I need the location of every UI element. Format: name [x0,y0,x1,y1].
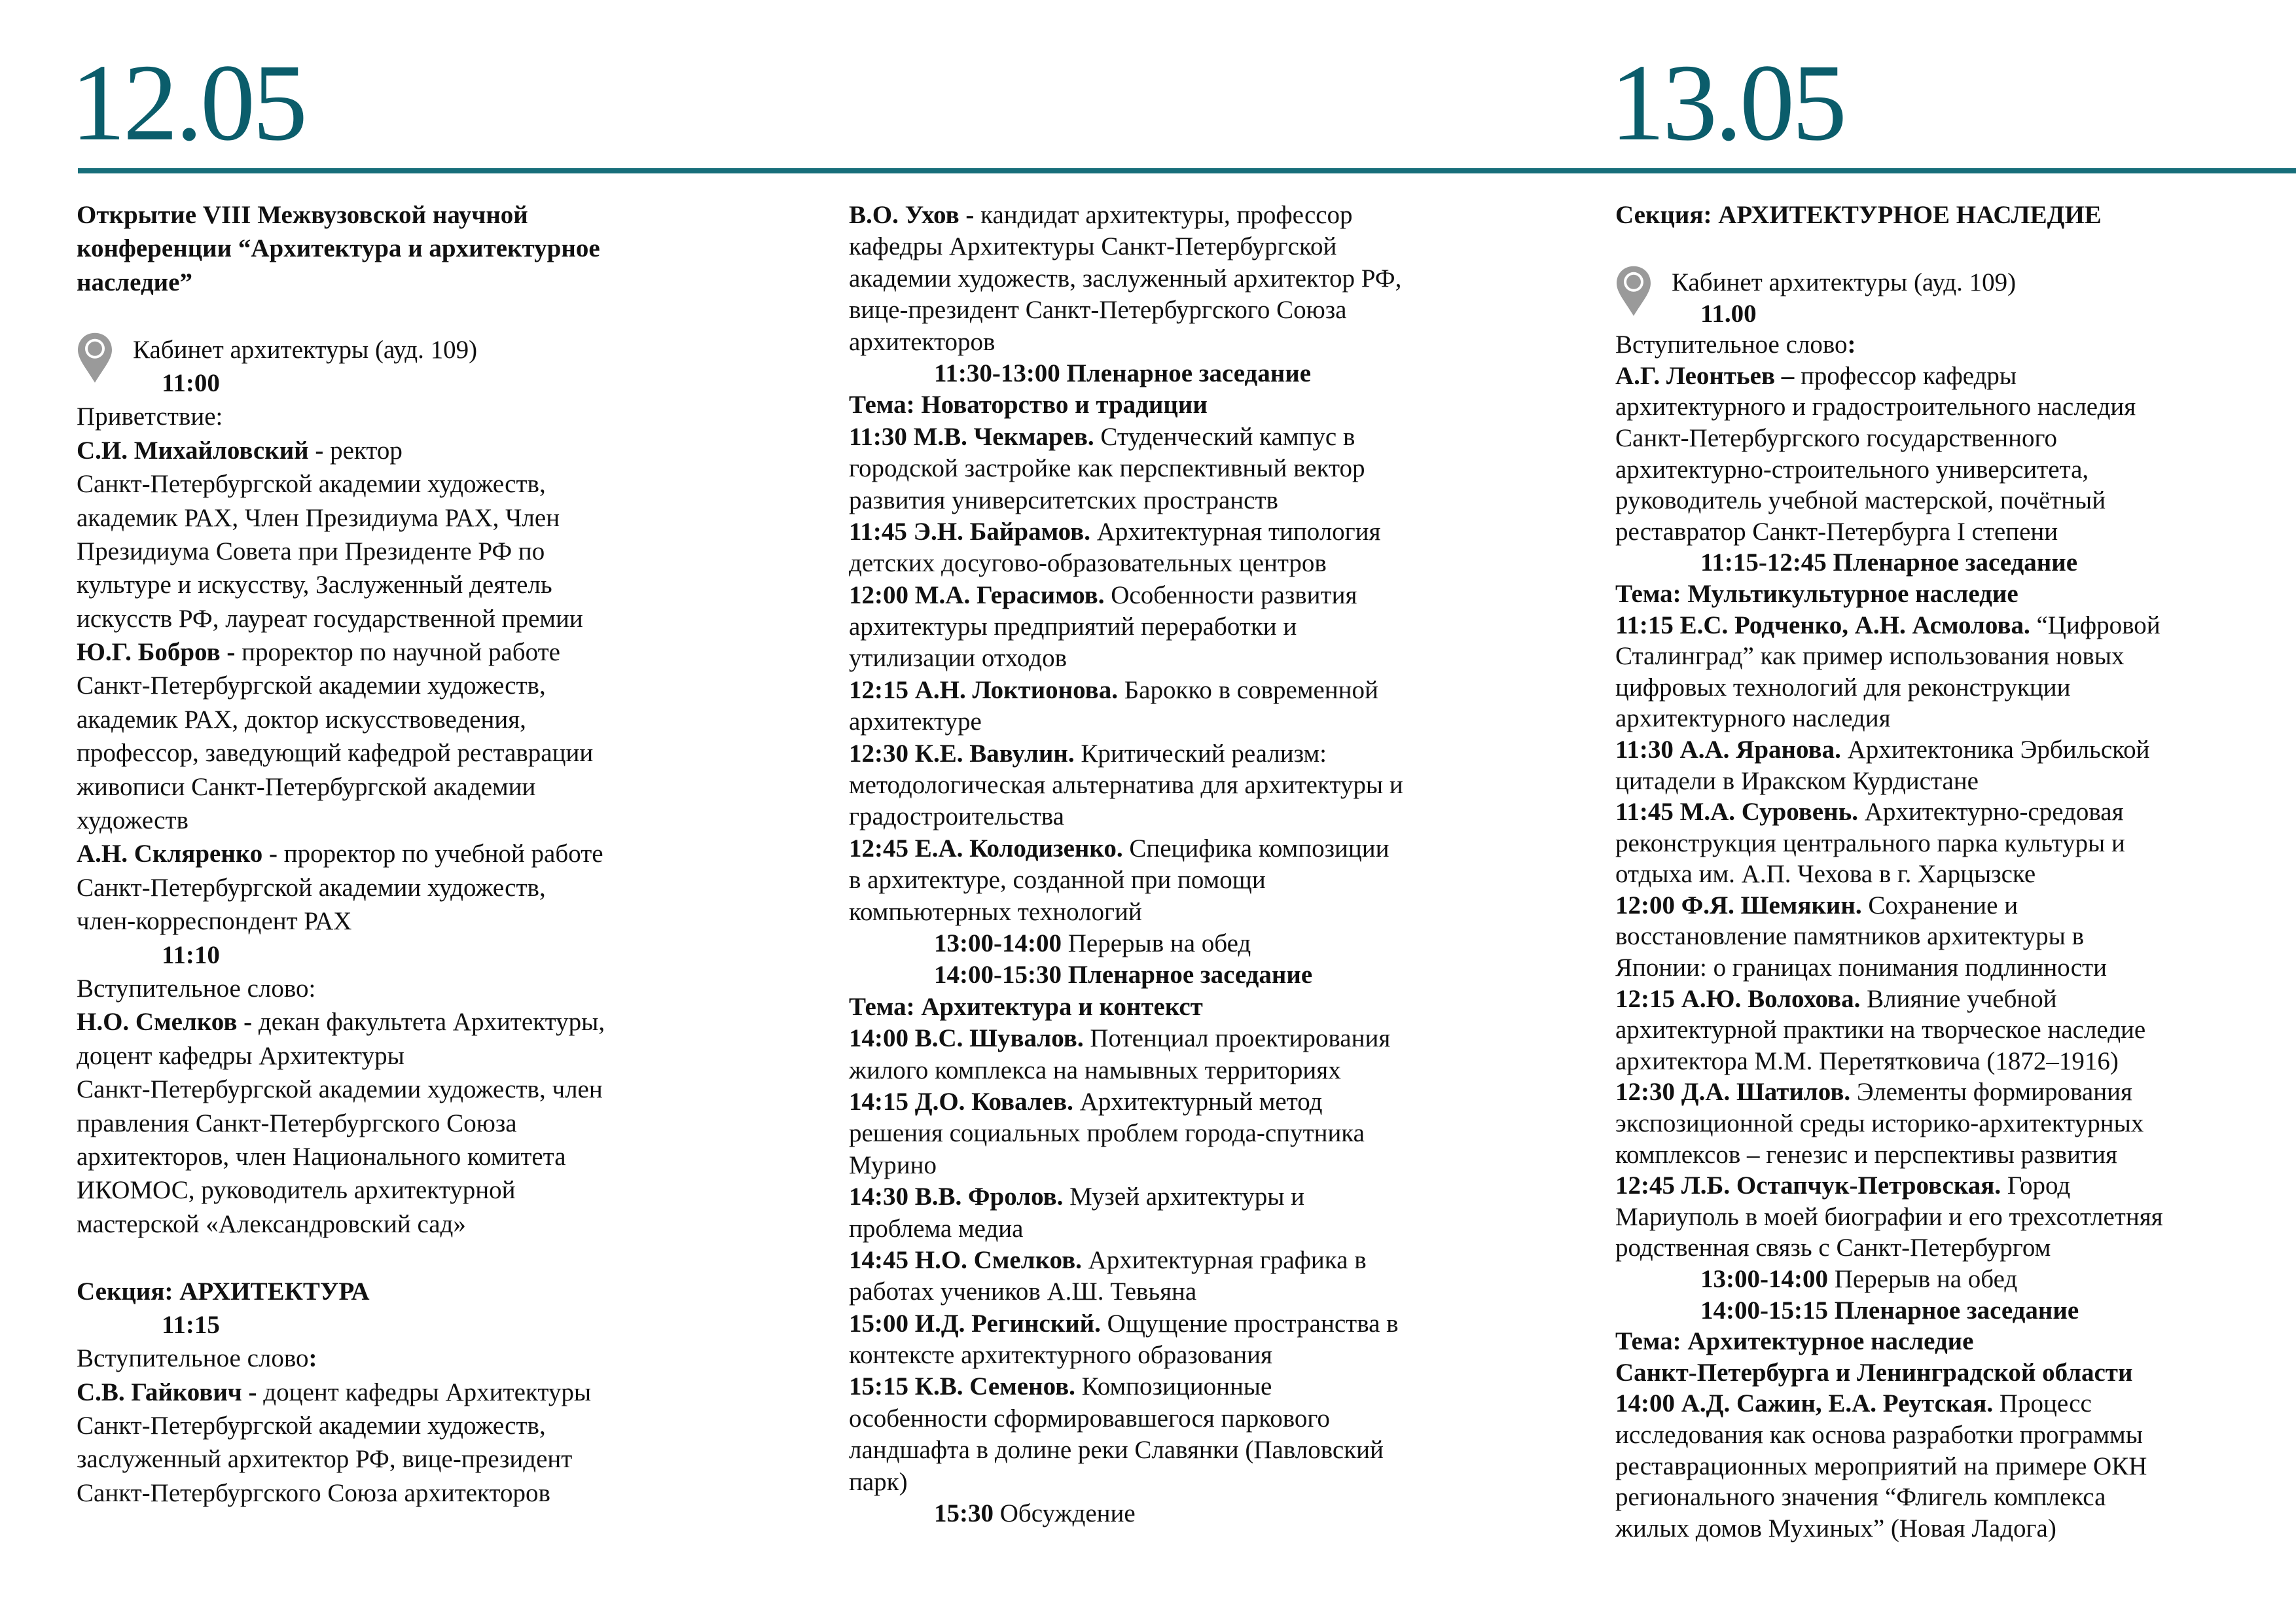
program-line [849,453,1403,484]
text: жилых домов Мухиных” (Новая Ладога) [1615,1514,2056,1543]
text: кафедры Архитектуры Санкт-Петербургской [849,232,1337,261]
text: ректор [330,436,403,465]
text: Приветствие: [77,402,223,431]
program-line [1615,1513,2163,1544]
program-line [849,1086,1403,1118]
program-line [1615,952,2163,984]
bold-text: В.О. Ухов - [849,201,981,229]
program-line [1615,391,2163,423]
program-line [77,602,605,635]
bold-text: Открытие VIII Межвузовской научной [77,201,528,229]
program-line [1615,516,2163,548]
program-line [1615,890,2163,921]
day1-middle-column [849,200,1403,1529]
program-line [849,580,1403,611]
program-line [849,865,1403,896]
text: методологическая альтернатива для архитектуры и [849,771,1403,800]
program-line [1615,1232,2163,1264]
text: Особенности развития [1111,580,1357,609]
text: реконструкция центрального парка культуры и [1615,829,2125,857]
bold-text: 13:00-14:00 [934,929,1068,957]
text: Мариуполь в моей биографии и его трехсотлетняя [1615,1202,2163,1231]
program-line [849,643,1403,674]
text: компьютерных технологий [849,897,1142,926]
text: Элементы формирования [1856,1078,2132,1107]
bold-text: Ю.Г. Бобров - [77,638,242,667]
program-line [849,1150,1403,1181]
text: Кабинет архитектуры (ауд. 109) [1672,268,2017,296]
program-line [849,959,1403,991]
bold-text: 15:00 И.Д. Регинский. [849,1309,1107,1338]
program-line [1615,547,2163,579]
program-line [77,535,605,568]
text: реставратор Санкт-Петербурга I степени [1615,517,2058,546]
program-line [849,1340,1403,1371]
bold-text: А.Н. Скляренко - [77,840,284,868]
program-line [77,1107,605,1140]
program-line [849,548,1403,579]
text: Обсуждение [999,1499,1136,1528]
program-line [1615,1295,2163,1327]
program-line [77,1308,605,1342]
text: Композиционные [1081,1372,1272,1401]
text: в архитектуре, созданной при помощи [849,866,1266,895]
text: доцент кафедры Архитектуры [77,1041,404,1070]
program-line [849,485,1403,516]
bold-text: 11:00 [162,368,220,397]
bold-text: 12:00 М.А. Герасимов. [849,580,1111,609]
program-line [77,467,605,501]
program-line [1615,485,2163,516]
text: регионального значения “Флигель комплекса [1615,1483,2106,1512]
text: искусств РФ, лауреат государственной премии [77,604,583,633]
bold-text: 14:00 А.Д. Сажин, Е.А. Реутская. [1615,1389,2000,1418]
text: Барокко в современной [1124,675,1378,704]
text: Вступительное слово [77,1344,309,1373]
text: Кабинет архитектуры (ауд. 109) [133,335,478,364]
text: “Цифровой [2036,611,2161,639]
text: отдыха им. А.П. Чехова в г. Харцызске [1615,860,2036,889]
text: архитектурного наследия [1615,704,1891,733]
day2-section-heading [1615,198,2102,232]
text: культуре и искусству, Заслуженный деятель [77,571,552,599]
program-line [1615,1108,2163,1139]
text: правления Санкт-Петербургского Союза [77,1109,517,1137]
program-line [849,1403,1403,1435]
bold-text: Секция: АРХИТЕКТУРА [77,1277,370,1306]
program-line [1615,298,2163,330]
program-line [1615,1202,2163,1233]
program-line [77,938,605,972]
program-line [77,837,605,870]
text: архитектурно-строительного университета, [1615,455,2089,484]
program-line [1615,734,2163,766]
bold-text: 12:45 Е.А. Колодизенко. [849,834,1130,863]
program-line [849,516,1403,548]
text: профессор кафедры [1801,361,2017,390]
bold-text: 12:45 Л.Б. Остапчук-Петровская. [1615,1171,2007,1200]
program-line [77,703,605,736]
program-line [1615,1170,2163,1202]
bold-text: 11:15 Е.С. Родченко, А.Н. Асмолова. [1615,611,2037,639]
program-line [1615,1482,2163,1513]
text: Ощущение пространства в [1107,1309,1399,1338]
bold-text: 11:15-12:45 Пленарное заседание [1700,548,2078,577]
bold-text: конференции “Архитектура и архитектурное [77,234,600,263]
text: архитектуре [849,707,982,736]
program-line [1615,672,2163,704]
program-line [849,1245,1403,1276]
program-line [849,1371,1403,1402]
bold-text: С.В. Гайкович - [77,1378,264,1406]
text: развития университетских пространств [849,486,1278,514]
bold-text: наследие” [77,268,192,296]
bold-text: 11.00 [1700,299,1757,328]
text: архитектурной практики на творческое наследие [1615,1016,2146,1044]
blank-line [77,299,605,332]
program-line [77,1173,605,1207]
program-line [1615,1264,2163,1295]
date-heading-day1: 12.05 [71,42,305,164]
text: реставрационных мероприятий на примере ОКН [1615,1452,2147,1480]
program-line [77,1005,605,1039]
bold-text: 12:30 К.Е. Вавулин. [849,739,1081,768]
program-line [849,897,1403,928]
program-line [849,358,1403,389]
program-line [1615,361,2163,392]
program-line [77,1442,605,1476]
text: Японии: о границах понимания подлинности [1615,954,2107,982]
program-line [1615,766,2163,797]
text: градостроительства [849,802,1064,831]
program-line [849,675,1403,706]
text: Архитектурно-средовая [1864,798,2124,827]
text: особенности сформировавшегося паркового [849,1404,1330,1433]
text: Процесс [1999,1389,2092,1418]
program-line [1615,921,2163,952]
program-line [77,501,605,535]
text: живописи Санкт-Петербургской академии [77,772,536,801]
text: архитектора М.М. Перетятковича (1872–1916) [1615,1046,2119,1075]
program-line [1615,1326,2163,1357]
text: Санкт-Петербургской академии художеств, [77,671,546,700]
program-line [849,294,1403,326]
bold-text: 12:00 Ф.Я. Шемякин. [1615,891,1869,919]
bold-text: 14:30 В.В. Фролов. [849,1183,1070,1211]
program-line [77,568,605,601]
program-line [849,1276,1403,1308]
program-line [1615,1077,2163,1108]
program-line [849,801,1403,832]
text: Потенциал проектирования [1090,1024,1391,1053]
program-line [77,770,605,804]
text: проректор по научной работе [242,638,560,667]
text: Город [2007,1171,2071,1200]
program-line [77,635,605,669]
day2-right-column [1615,267,2163,1544]
text: родственная связь с Санкт-Петербургом [1615,1234,2051,1262]
program-line [1615,703,2163,734]
date-heading-day2: 13.05 [1610,42,1844,164]
text: ИКОМОС, руководитель архитектурной [77,1176,516,1205]
program-line [1615,1388,2163,1419]
text: Музей архитектуры и [1069,1183,1305,1211]
bold-text: Тема: Архитектурное наследие [1615,1327,1974,1356]
program-line [77,1275,605,1308]
program-line [1615,796,2163,828]
bold-text: 14:00-15:30 Пленарное заседание [934,961,1313,990]
text: Перерыв на обед [1067,929,1251,957]
text: академик РАХ, Член Президиума РАХ, Член [77,503,560,532]
bold-text: 14:15 Д.О. Ковалев. [849,1087,1080,1116]
text: Санкт-Петербургского государственного [1615,423,2057,452]
program-line [1615,329,2163,361]
bold-text: 11:30 А.А. Яранова. [1615,735,1848,764]
program-line [1615,1139,2163,1171]
program-line [849,231,1403,262]
text: академик РАХ, доктор искусствоведения, [77,705,526,734]
program-line [77,1073,605,1106]
program-line [77,1140,605,1173]
program-line [849,770,1403,801]
program-line [849,1055,1403,1086]
bold-text: Тема: Мультикультурное наследие [1615,579,2018,608]
text: исследования как основа разработки программы [1615,1420,2143,1449]
text: Санкт-Петербургской академии художеств, член [77,1075,603,1104]
bold-text: 11:30 М.В. Чекмарев. [849,422,1101,451]
bold-text: 12:30 Д.А. Шатилов. [1615,1078,1857,1107]
text: архитектурного и градостроительного наследия [1615,393,2136,421]
text: работах учеников А.Ш. Тевьяна [849,1277,1197,1306]
text: Вступительное слово: [77,974,316,1003]
program-line [1615,1357,2163,1389]
program-line [77,434,605,467]
bold-text: 13:00-14:00 [1700,1265,1835,1293]
bold-text: 11:45 Э.Н. Байрамов. [849,517,1097,546]
location-line [77,333,605,366]
text: Санкт-Петербургской академии художеств, [77,470,546,499]
bold-text: Секция: АРХИТЕКТУРНОЕ НАСЛЕДИЕ [1615,201,2102,229]
program-line [1615,423,2163,454]
program-line [1615,1419,2163,1451]
bold-text: Тема: Архитектура и контекст [849,992,1203,1021]
text: Архитектурный метод [1079,1087,1323,1116]
text: парк) [849,1467,908,1496]
program-line [849,1467,1403,1498]
section-title-line [1615,198,2102,232]
text: художеств [77,806,188,835]
program-line [849,706,1403,738]
text: заслуженный архитектор РФ, вице-президент [77,1445,573,1474]
program-line [849,738,1403,770]
bold-text: Н.О. Смелков - [77,1008,259,1037]
text: Сохранение и [1868,891,2018,919]
text: проблема медиа [849,1214,1024,1243]
text: Студенческий кампус в [1100,422,1355,451]
program-line [1615,1014,2163,1046]
program-line [77,266,605,299]
program-line [77,198,605,232]
bold-text: 12:15 А.Ю. Волохова. [1615,984,1867,1013]
program-line [849,1181,1403,1213]
bold-text: 14:45 Н.О. Смелков. [849,1245,1088,1274]
program-line [849,1308,1403,1340]
program-line [77,1207,605,1241]
text: Мурино [849,1150,937,1179]
text: член-корреспондент РАХ [77,907,352,936]
text: Влияние учебной [1867,984,2057,1013]
bold-text: 11:15 [162,1310,220,1339]
bold-text: А.Г. Леонтьев – [1615,361,1801,390]
program-line [1615,641,2163,672]
program-line [849,421,1403,453]
blank-line [77,1241,605,1274]
program-line [849,833,1403,865]
text: профессор, заведующий кафедрой реставрации [77,739,594,768]
program-line [1615,1046,2163,1077]
program-line [849,389,1403,421]
text: архитекторов [849,327,996,356]
bold-text: 15:30 [934,1499,1000,1528]
bold-text: С.И. Михайловский - [77,436,331,465]
text: академии художеств, заслуженный архитектор РФ, [849,264,1402,293]
text: кандидат архитектуры, профессор [980,201,1353,229]
program-line [77,871,605,904]
program-line [849,200,1403,231]
program-line [77,972,605,1005]
program-line [1615,610,2163,641]
program-line [1615,859,2163,890]
text: Архитектоника Эрбильской [1847,735,2150,764]
program-line [77,736,605,770]
program-line [849,263,1403,294]
text: цитадели в Иракском Курдистане [1615,766,1979,795]
text: детских досугово-образовательных центров [849,549,1327,578]
program-line [849,1118,1403,1149]
program-line [77,1342,605,1375]
location-line [1615,267,2163,298]
program-line [1615,579,2163,610]
bold-text: Санкт-Петербурга и Ленинградской области [1615,1358,2133,1387]
text: цифровых технологий для реконструкции [1615,673,2071,702]
text: архитектуры предприятий переработки и [849,613,1297,641]
program-line [77,1476,605,1510]
text: Специфика композиции [1129,834,1390,863]
program-line [849,1435,1403,1466]
program-line [77,904,605,938]
bold-text: : [1847,330,1856,359]
bold-text: 11:45 М.А. Суровень. [1615,798,1865,827]
text: городской застройке как перспективный вектор [849,454,1365,483]
bold-text: 14:00-15:15 Пленарное заседание [1700,1296,2079,1325]
program-line [77,366,605,400]
day1-left-column [77,198,605,1510]
text: экспозиционной среды историко-архитектурных [1615,1109,2144,1138]
program-line [77,669,605,702]
text: утилизации отходов [849,644,1067,673]
text: Президиума Совета при Президенте РФ по [77,537,545,565]
bold-text: Тема: Новаторство и традиции [849,391,1208,419]
text: Сталинград” как пример использования новых [1615,642,2125,671]
text: Вступительное слово [1615,330,1848,359]
program-line [77,400,605,433]
bold-text: : [308,1344,317,1373]
program-line [77,1039,605,1073]
program-line [849,611,1403,643]
text: доцент кафедры Архитектуры [263,1378,592,1406]
program-line [849,327,1403,358]
program-line [77,1376,605,1409]
text: декан факультета Архитектуры, [258,1008,605,1037]
header-divider [78,168,2296,173]
text: решения социальных проблем города-спутника [849,1119,1365,1148]
program-line [1615,828,2163,859]
bold-text: 15:15 К.В. Семенов. [849,1372,1082,1401]
text: комплексов – генезис и перспективы развития [1615,1140,2117,1169]
text: Критический реализм: [1081,739,1327,768]
program-line [77,1409,605,1442]
bold-text: 11:30-13:00 Пленарное заседание [934,359,1312,387]
text: вице-президент Санкт-Петербургского Союза [849,296,1347,325]
text: контексте архитектурного образования [849,1341,1272,1370]
program-line [849,928,1403,959]
text: руководитель учебной мастерской, почётный [1615,486,2106,515]
text: Санкт-Петербургского Союза архитекторов [77,1478,550,1507]
program-line [849,1498,1403,1529]
program-line [77,804,605,837]
bold-text: 14:00 В.С. Шувалов. [849,1024,1090,1053]
text: жилого комплекса на намывных территориях [849,1056,1341,1084]
bold-text: 12:15 А.Н. Локтионова. [849,675,1124,704]
program-line [849,1213,1403,1245]
program-line [1615,454,2163,486]
program-line [849,991,1403,1023]
text: Перерыв на обед [1834,1265,2018,1293]
text: ландшафта в долине реки Славянки (Павловский [849,1436,1384,1465]
text: восстановление памятников архитектуры в [1615,922,2084,951]
program-line [1615,984,2163,1015]
text: проректор по учебной работе [283,840,603,868]
text: Санкт-Петербургской академии художеств, [77,1412,546,1440]
text: архитекторов, член Национального комитета [77,1142,566,1171]
program-line [849,1023,1403,1054]
text: Архитектурная типология [1096,517,1381,546]
bold-text: 11:10 [162,940,220,969]
text: Санкт-Петербургской академии художеств, [77,873,546,902]
program-line [77,232,605,265]
program-line [1615,1451,2163,1482]
text: мастерской «Александровский сад» [77,1209,466,1238]
text: Архитектурная графика в [1088,1245,1367,1274]
